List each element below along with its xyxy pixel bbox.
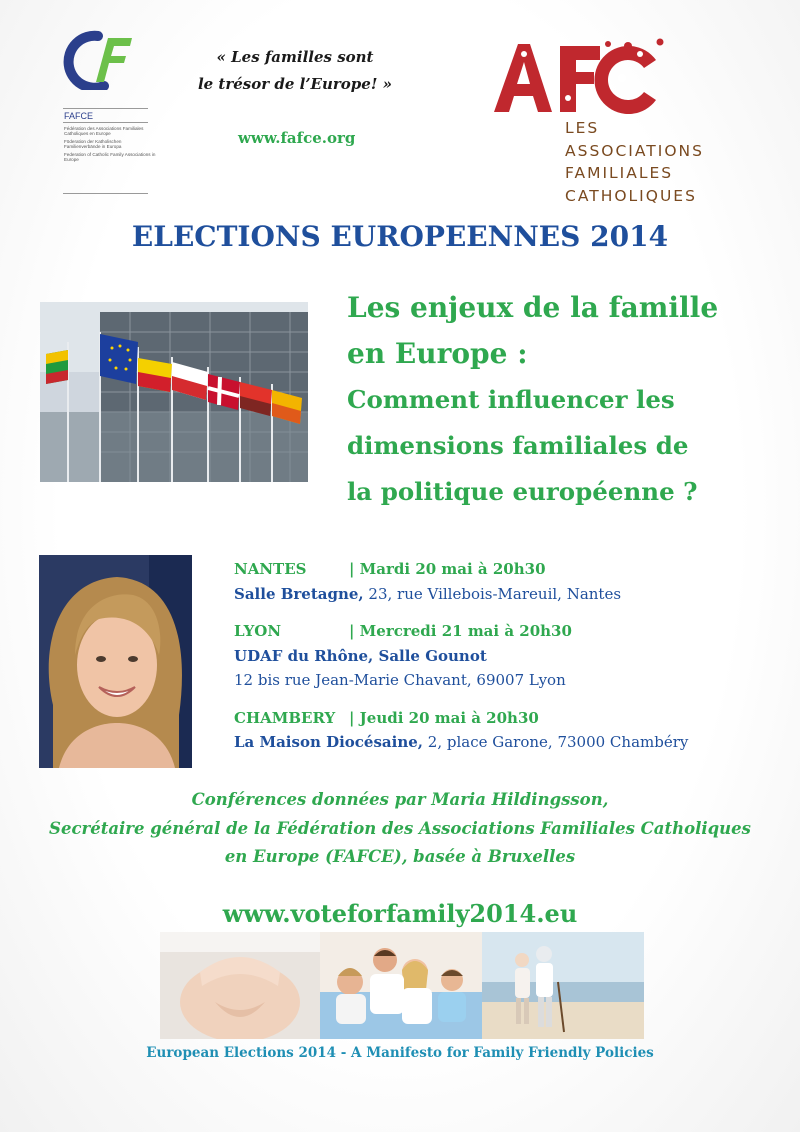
event-nantes bbox=[234, 557, 704, 606]
event-chambery bbox=[234, 706, 704, 755]
event-address: 12 bis rue Jean-Marie Chavant, 69007 Lyon bbox=[234, 671, 566, 689]
afc-line: ASSOCIATIONS bbox=[565, 141, 704, 160]
slogan-line: « Les familles sont bbox=[216, 48, 374, 66]
conference-line: Conférences données par Maria Hildingsson, bbox=[191, 790, 609, 809]
conference-line: Secrétaire général de la Fédération des Associations Familiales Catholiques bbox=[49, 818, 751, 838]
headline-subline: Comment influencer les bbox=[347, 385, 675, 414]
speaker-photo bbox=[39, 555, 192, 768]
event-list bbox=[234, 557, 704, 768]
event-date: | Mardi 20 mai à 20h30 bbox=[349, 560, 546, 578]
event-city: NANTES bbox=[234, 560, 307, 578]
fafce-name: FAFCE bbox=[64, 111, 94, 121]
slogan bbox=[185, 44, 405, 98]
fafce-logo bbox=[60, 30, 150, 90]
slogan-line: le trésor de l’Europe! » bbox=[197, 75, 393, 93]
event-city: LYON bbox=[234, 622, 282, 640]
event-date: | Mercredi 21 mai à 20h30 bbox=[349, 622, 572, 640]
fafce-lines bbox=[64, 126, 156, 164]
headline-subline: dimensions familiales de bbox=[347, 431, 689, 460]
conference-line: en Europe (FAFCE), basée à Bruxelles bbox=[224, 847, 576, 866]
event-venue: Salle Bretagne, bbox=[234, 584, 364, 603]
headline-line: en Europe : bbox=[347, 337, 528, 370]
event-venue: UDAF du Rhône, Salle Gounot bbox=[234, 646, 487, 665]
event-date: | Jeudi 20 mai à 20h30 bbox=[349, 708, 539, 727]
conference-credit bbox=[0, 786, 800, 872]
fafce-line-de: Föderation der Katholischen Familienverbände in Europa bbox=[64, 138, 122, 150]
divider bbox=[63, 122, 148, 123]
voteforfamily-url-link[interactable]: www.voteforfamily2014.eu bbox=[222, 899, 578, 928]
fafce-url-link[interactable]: www.fafce.org bbox=[238, 129, 356, 147]
afc-wordmark bbox=[565, 117, 704, 207]
divider bbox=[63, 108, 148, 109]
event-lyon bbox=[234, 619, 704, 693]
family-banner-image bbox=[160, 932, 644, 1039]
event-city: CHAMBERY bbox=[234, 708, 336, 727]
afc-line: CATHOLIQUES bbox=[565, 186, 697, 205]
headline bbox=[347, 285, 767, 515]
event-venue: La Maison Diocésaine, bbox=[234, 733, 424, 751]
fafce-line-fr: Fédération des Associations Familiales Catholiques en Europe bbox=[64, 126, 144, 137]
afc-line: LES bbox=[565, 119, 600, 137]
headline-subline: la politique européenne ? bbox=[347, 477, 698, 506]
divider bbox=[63, 193, 148, 194]
headline-line: Les enjeux de la famille bbox=[347, 291, 719, 324]
event-address: 2, place Garone, 73000 Chambéry bbox=[423, 733, 689, 751]
event-address: 23, rue Villebois-Mareuil, Nantes bbox=[363, 584, 622, 603]
afc-logo bbox=[490, 38, 666, 116]
page-title: ELECTIONS EUROPEENNES 2014 bbox=[131, 220, 669, 253]
parliament-flags-photo bbox=[40, 302, 308, 482]
fafce-line-en: Federation of Catholic Family Associations in Europe bbox=[64, 151, 156, 163]
manifesto-caption: European Elections 2014 - A Manifesto for Family Friendly Policies bbox=[146, 1045, 654, 1061]
afc-line: FAMILIALES bbox=[565, 164, 674, 182]
